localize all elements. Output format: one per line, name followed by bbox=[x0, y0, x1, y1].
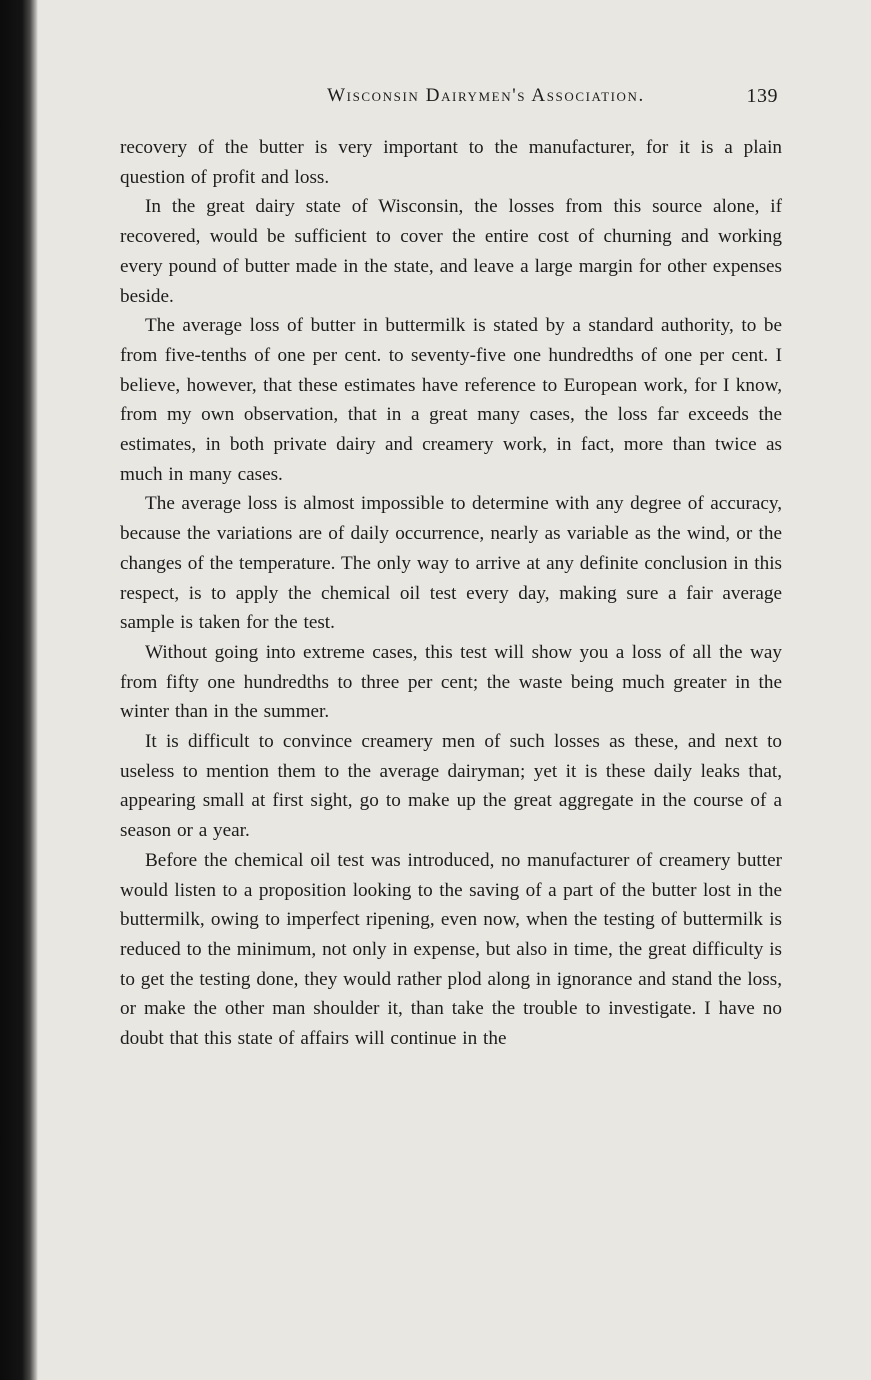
paragraph: Without going into extreme cases, this test will show you a loss of all the way from fifty one hundredths to three per cent; the waste being much greater in the winter than in the summer. bbox=[120, 641, 782, 723]
page-number: 139 bbox=[746, 85, 778, 107]
paragraph: It is difficult to convince creamery men of such losses as these, and next to useless to mention them to the average dairyman; yet it is these daily leaks that, appearing small at first sight, go to make up the great aggregate in the course of a season or a year. bbox=[120, 731, 782, 842]
body-text bbox=[120, 133, 782, 1054]
paragraph: In the great dairy state of Wisconsin, the losses from this source alone, if recovered, would be sufficient to cover the entire cost of churning and working every pound of butter made in the state, and leave a large margin for other expenses beside. bbox=[120, 196, 782, 307]
running-head bbox=[120, 78, 782, 114]
book-page bbox=[120, 78, 782, 1054]
paragraph-continued: recovery of the butter is very important to the manufacturer, for it is a plain question of profit and loss. bbox=[120, 137, 782, 188]
paragraph: The average loss of butter in buttermilk is stated by a standard authority, to be from five-tenths of one per cent. to seventy-five one hundredths of one per cent. I believe, however, that these estimates have reference to European work, for I know, from my own observation, that in a great many cases, the loss far exceeds the estimates, in both private dairy and creamery work, in fact, more than twice as much in many cases. bbox=[120, 315, 782, 485]
book-binding-edge bbox=[0, 0, 38, 1380]
paragraph: The average loss is almost impossible to determine with any degree of accuracy, because the variations are of daily occurrence, nearly as variable as the wind, or the changes of the temperature. The only way to arrive at any definite conclusion in this respect, is to apply the chemical oil test every day, making sure a fair average sample is taken for the test. bbox=[120, 493, 782, 634]
paragraph: Before the chemical oil test was introduced, no manufacturer of creamery butter would listen to a proposition looking to the saving of a part of the butter lost in the buttermilk, owing to imperfect ripening, even now, when the testing of buttermilk is reduced to the minimum, not only in expense, but also in time, the great difficulty is to get the testing done, they would rather plod along in ignorance and stand the loss, or make the other man shoulder it, than take the trouble to investigate. I have no doubt that this state of affairs will continue in the bbox=[120, 849, 782, 1050]
running-head-title: Wisconsin Dairymen's Association. bbox=[327, 85, 645, 106]
